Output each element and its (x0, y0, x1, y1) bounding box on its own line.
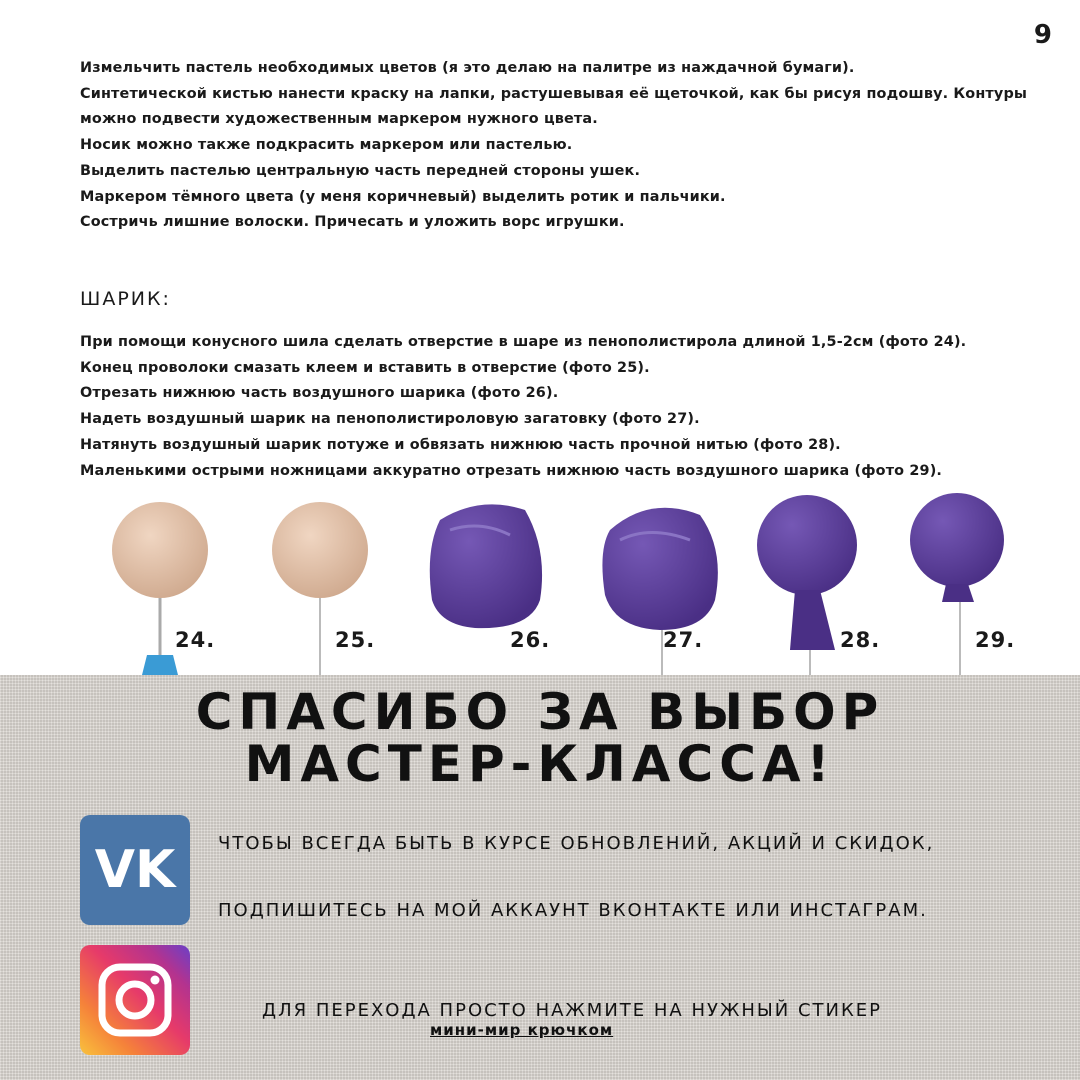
photo-label: 24. (175, 628, 216, 652)
thanks-banner (0, 675, 1080, 1080)
instruction-line: Надеть воздушный шарик на пенополистироловую загатовку (фото 27). (80, 411, 700, 428)
instructions-paragraph (80, 56, 1052, 236)
subscribe-line: ЧТОБЫ ВСЕГДА БЫТЬ В КУРСЕ ОБНОВЛЕНИЙ, АКЦИЙ И СКИДОК, (218, 833, 935, 854)
instruction-line: Маленькими острыми ножницами аккуратно отрезать нижнюю часть воздушного шарика (фото 29). (80, 462, 943, 479)
vk-sticker-button[interactable] (80, 815, 190, 925)
instagram-sticker-button[interactable] (80, 945, 190, 1055)
instruction-line: Измельчить пастель необходимых цветов (я это делаю на палитре из наждачной бумаги). (80, 60, 855, 76)
instruction-line: Синтетической кистью нанести краску на лапки, растушевывая её щеточкой, как бы рисуя подошву. Контуры (80, 85, 1028, 102)
instruction-line: Носик можно также подкрасить маркером или пастелью. (80, 137, 573, 154)
photo-strip (0, 490, 1080, 680)
thanks-title-line2: МАСТЕР-КЛАССА! (244, 735, 836, 793)
subscribe-line: ДЛЯ ПЕРЕХОДА ПРОСТО НАЖМИТЕ НА НУЖНЫЙ СТИКЕР (262, 1000, 882, 1021)
section-title: ШАРИК: (80, 288, 171, 310)
photo-label: 27. (663, 628, 704, 652)
instruction-line: Натянуть воздушный шарик потуже и обвязать нижнюю часть прочной нитью (фото 28). (80, 436, 841, 453)
photo-label: 25. (335, 628, 376, 652)
vk-icon (80, 815, 190, 925)
photo-label: 26. (510, 628, 551, 652)
instruction-line: Состричь лишние волоски. Причесать и уложить ворс игрушки. (80, 214, 625, 231)
instruction-line: Выделить пастелью центральную часть передней стороны ушек. (80, 162, 641, 179)
instruction-line: Маркером тёмного цвета (у меня коричневый) выделить ротик и пальчики. (80, 188, 726, 205)
photo-label: 29. (975, 628, 1016, 652)
photo-label: 28. (840, 628, 881, 652)
subscribe-line: ПОДПИШИТЕСЬ НА МОЙ АККАУНТ ВКОНТАКТЕ ИЛИ ИНСТАГРАМ. (218, 900, 928, 921)
instagram-icon (80, 945, 190, 1055)
instruction-line: Отрезать нижнюю часть воздушного шарика (фото 26). (80, 385, 559, 402)
svg-text:VK: VK (94, 840, 176, 900)
instruction-line: можно подвести художественным маркером нужного цвета. (80, 111, 598, 128)
instruction-line: Конец проволоки смазать клеем и вставить в отверстие (фото 25). (80, 359, 650, 376)
author-link[interactable]: мини-мир крючком (430, 1021, 614, 1039)
instruction-line: При помощи конусного шила сделать отверстие в шаре из пенополистирола длиной 1,5-2см (фото 24). (80, 334, 967, 350)
page-number: 9 (1033, 20, 1052, 50)
deflated-balloon (430, 504, 542, 628)
balloon-instructions (80, 330, 1052, 484)
thanks-title-line1: СПАСИБО ЗА ВЫБОР (195, 683, 885, 741)
